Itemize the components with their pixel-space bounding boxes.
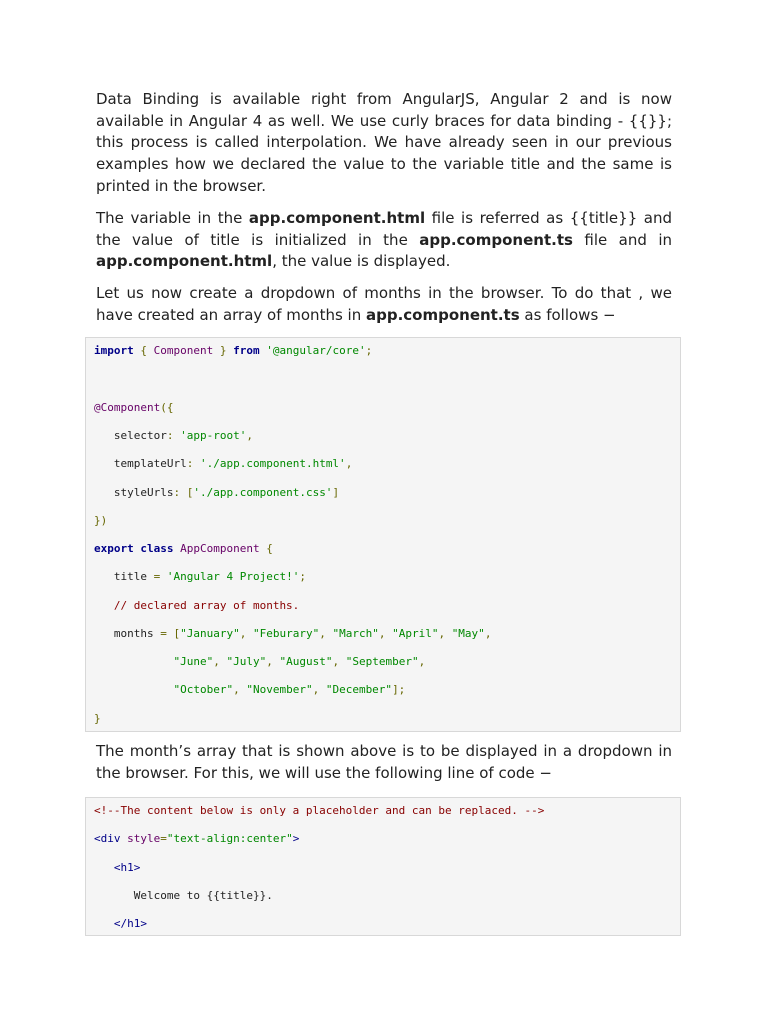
code-line: months = ["January", "Feburary", "March", "April", "May", <box>113 627 492 640</box>
code-line: } <box>94 712 101 725</box>
code-line: <!--The content below is only a placeholder and can be replaced. --> <box>94 804 545 817</box>
paragraph-text: The month’s array that is shown above is to be displayed in a dropdown in the browser. For this, we will use the following line of code − <box>96 742 672 782</box>
code-line: <h1> <box>113 861 141 874</box>
paragraph-dropdown <box>96 283 672 326</box>
code-line: // declared array of months. <box>113 599 300 612</box>
paragraph-text: have created an array of months in <box>96 305 366 324</box>
code-line: import { Component } from '@angular/core'; <box>94 344 373 357</box>
paragraph-text: file is referred as {{title}} and the value of title is initialized in the <box>96 209 672 249</box>
filename-html: app.component.html <box>248 209 426 227</box>
code-line: "October", "November", "December"]; <box>173 683 406 696</box>
code-line: @Component({ <box>94 401 174 414</box>
filename-ts: app.component.ts <box>419 230 573 249</box>
filename-html: app.component.html <box>96 252 273 271</box>
paragraph-text: Let us now create a dropdown of months in the browser. To do that , we <box>96 284 672 302</box>
paragraph-text: Data Binding is available right from AngularJS, Angular 2 and is now available in Angular 4 as well. We use curly braces for data binding - {{}}; this process is called interpolation. We have already seen in our previous examples how we declared the value to the variable title and the same is printed in the browser. <box>96 90 672 195</box>
paragraph-text: The variable in the <box>96 209 249 227</box>
paragraph-variable <box>96 208 672 273</box>
code-block-component-html <box>85 797 681 936</box>
code-line: "June", "July", "August", "September", <box>173 655 426 668</box>
code-line: title = 'Angular 4 Project!'; <box>113 570 306 583</box>
paragraph-months-array <box>96 741 672 784</box>
code-line: export class AppComponent { <box>94 542 273 555</box>
code-block-component-ts <box>85 337 681 732</box>
code-line: styleUrls: ['./app.component.css'] <box>113 486 340 499</box>
paragraph-text: file and in <box>572 230 672 249</box>
code-line: selector: 'app-root', <box>113 429 253 442</box>
paragraph-data-binding <box>96 89 672 198</box>
code-line: </h1> <box>113 917 147 930</box>
code-line: }) <box>94 514 108 527</box>
code-line: templateUrl: './app.component.html', <box>113 457 353 470</box>
paragraph-text: as follows − <box>519 305 616 324</box>
paragraph-text: , the value is displayed. <box>272 252 451 271</box>
code-line: Welcome to {{title}}. <box>133 889 273 902</box>
code-line: <div style="text-align:center"> <box>94 832 300 845</box>
filename-ts: app.component.ts <box>365 305 520 324</box>
